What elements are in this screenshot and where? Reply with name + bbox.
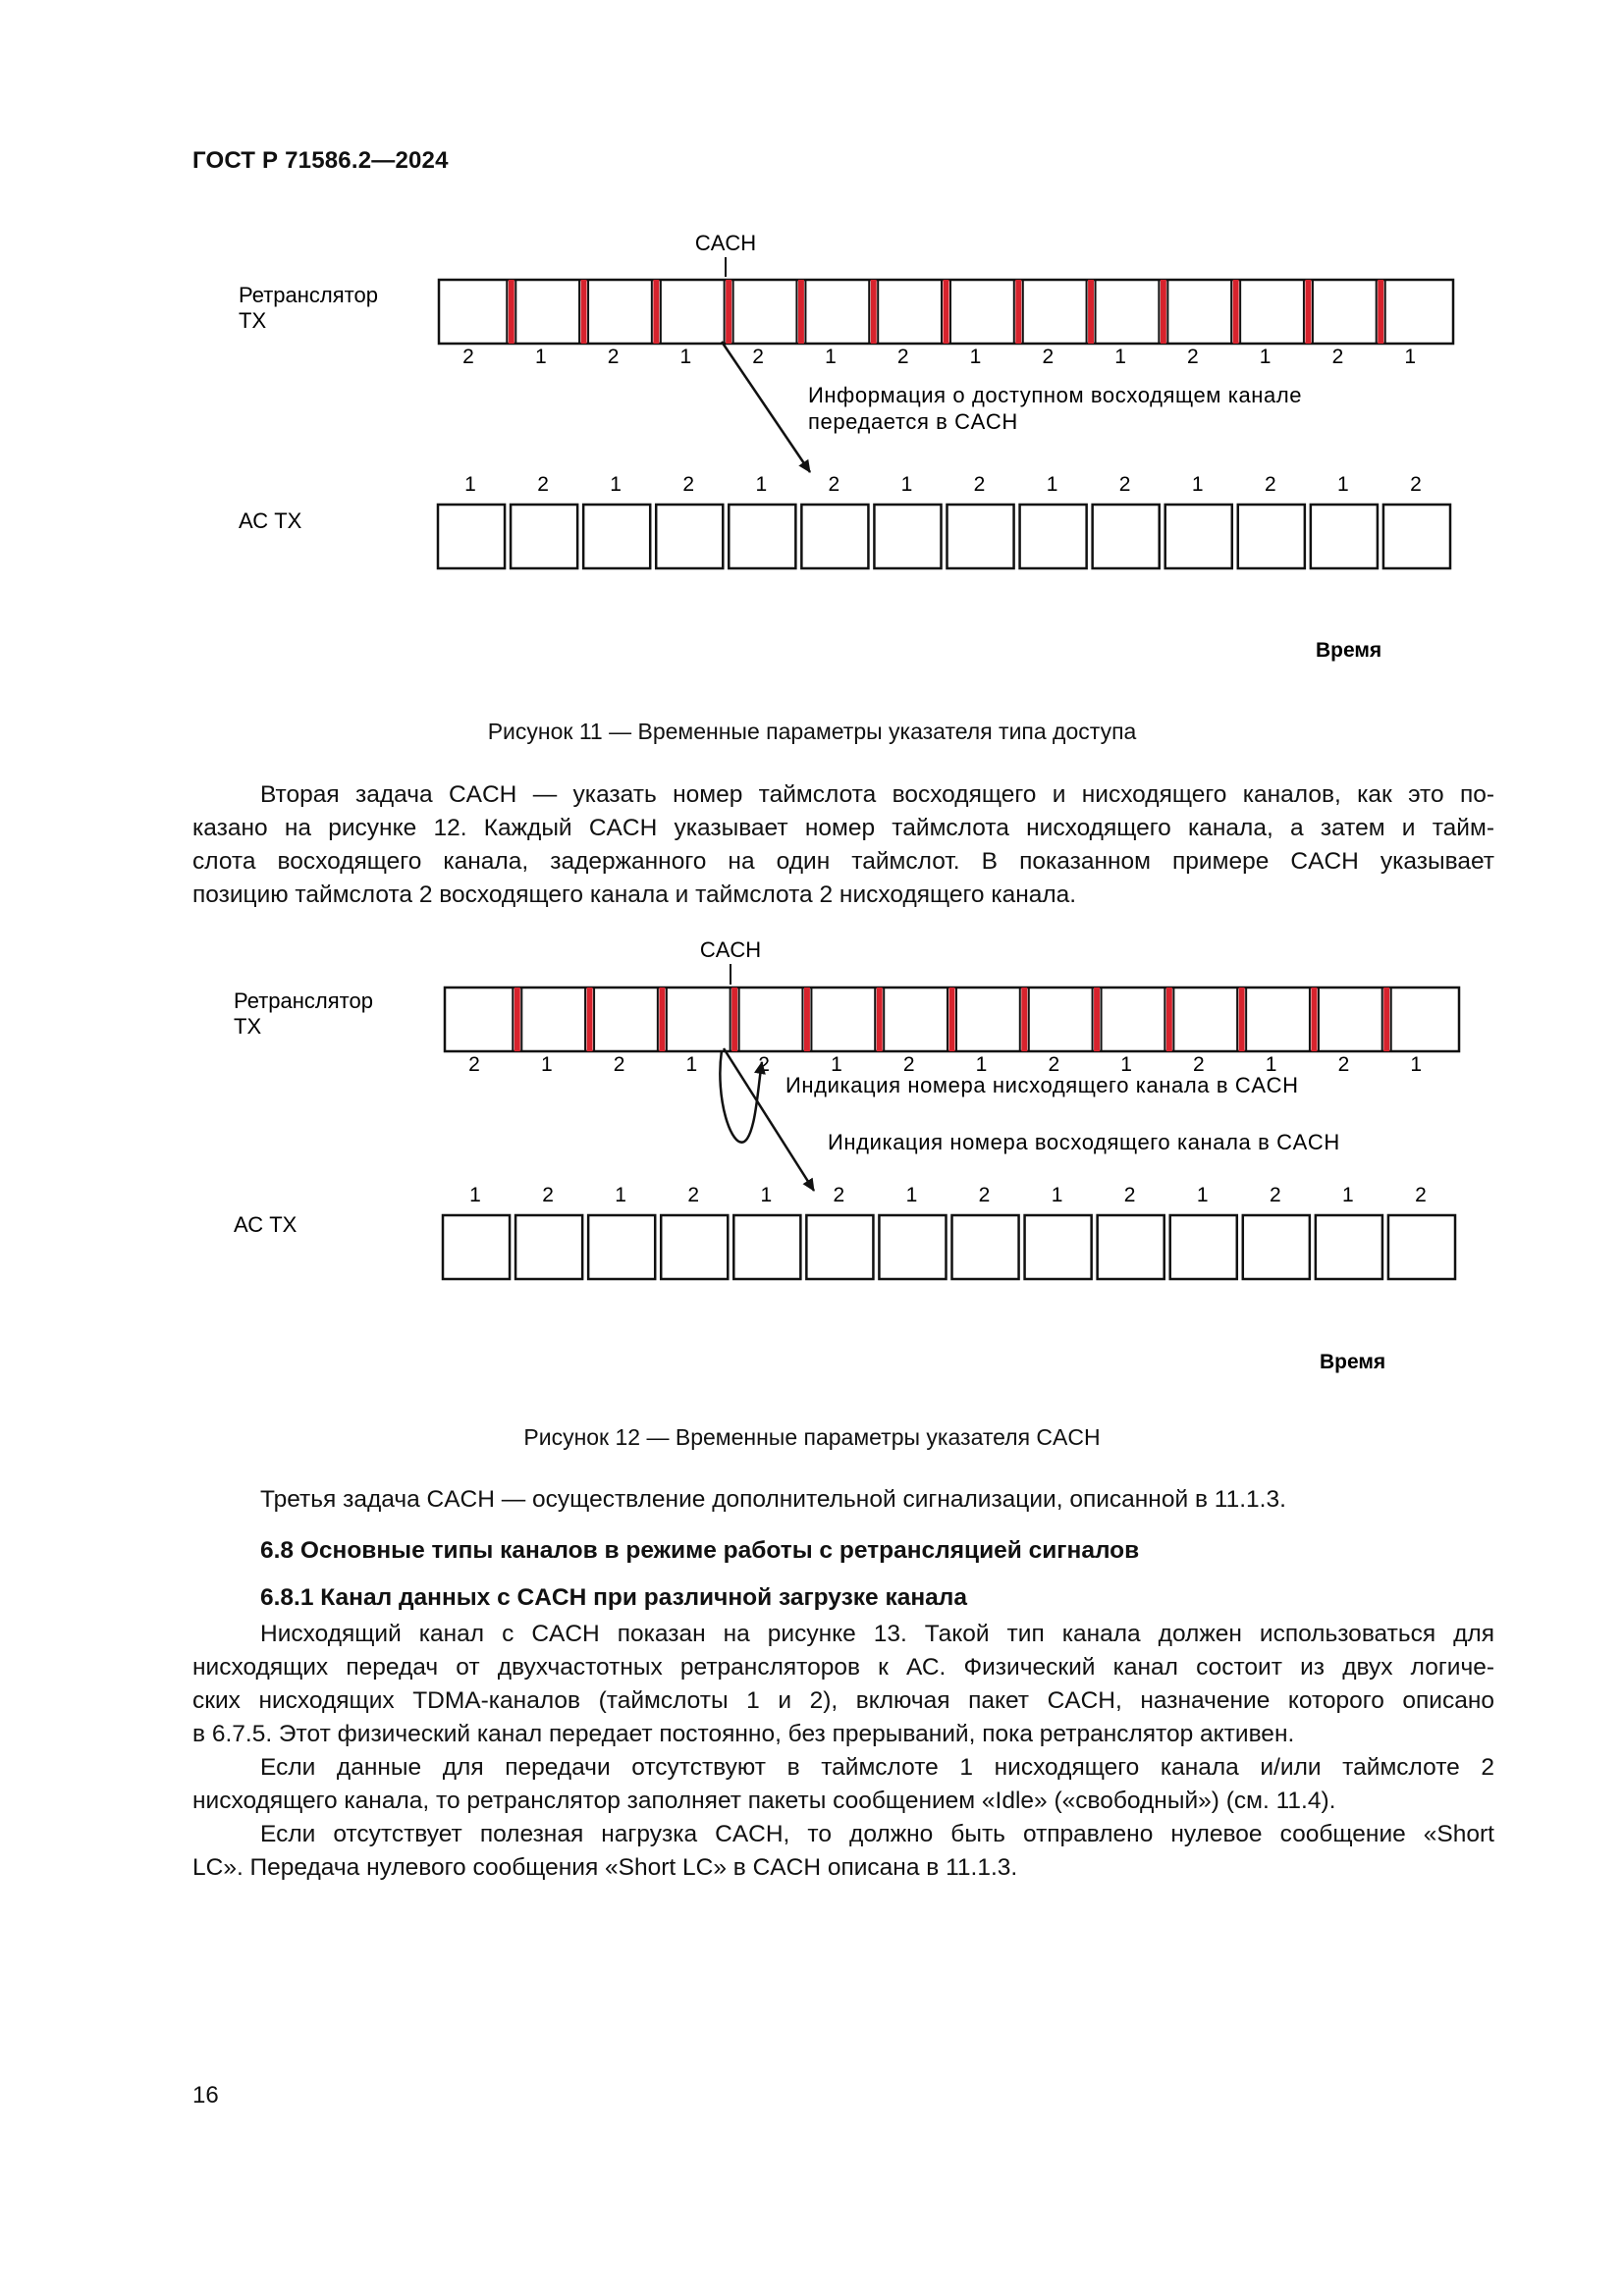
ms-timeslot-box bbox=[1316, 1215, 1382, 1279]
ms-label: АС TX bbox=[234, 1212, 298, 1237]
repeater-slot-number: 2 bbox=[1331, 346, 1344, 368]
repeater-slot-number: 1 bbox=[969, 346, 982, 368]
repeater-timeslot-row bbox=[445, 988, 1459, 1051]
repeater-slot-number: 2 bbox=[462, 346, 474, 368]
document-header: ГОСТ Р 71586.2—2024 bbox=[192, 147, 449, 174]
cach-slot-bar bbox=[514, 988, 520, 1051]
repeater-slot-number: 1 bbox=[1404, 346, 1417, 368]
paragraph-cach-second-task bbox=[192, 778, 1494, 912]
repeater-slot-number: 1 bbox=[1265, 1053, 1277, 1076]
ms-slot-number: 2 bbox=[833, 1184, 845, 1206]
ms-timeslot-box bbox=[515, 1215, 582, 1279]
arrow-text-line2: передается в CACH bbox=[808, 409, 1018, 434]
ms-timeslot-row bbox=[443, 1215, 1455, 1279]
repeater-slot-number: 1 bbox=[975, 1053, 988, 1076]
repeater-label-line2: TX bbox=[234, 1014, 262, 1039]
ms-slot-number: 2 bbox=[537, 473, 549, 496]
ms-slot-number: 2 bbox=[687, 1184, 700, 1206]
ms-timeslot-box bbox=[583, 505, 650, 568]
ms-timeslot-box bbox=[733, 1215, 800, 1279]
cach-slot-bar bbox=[1161, 280, 1166, 344]
ms-slot-number: 2 bbox=[682, 473, 695, 496]
repeater-slot-number: 2 bbox=[1193, 1053, 1205, 1076]
arrow-text-line1: Информация о доступном восходящем канале bbox=[808, 383, 1303, 407]
ms-slot-number: 2 bbox=[973, 473, 986, 496]
ms-timeslot-box bbox=[511, 505, 577, 568]
repeater-slot-number: 2 bbox=[902, 1053, 915, 1076]
ms-timeslot-box bbox=[1238, 505, 1305, 568]
ms-slot-number: 1 bbox=[905, 1184, 918, 1206]
time-label: Время bbox=[1320, 1351, 1386, 1373]
paragraph-line: Вторая задача CACH — указать номер таймслота восходящего и нисходящего каналов, как это по- bbox=[260, 781, 1494, 808]
paragraph-cach-third-task: Третья задача CACH — осуществление дополнительной сигнализации, описанной в 11.1.3. bbox=[260, 1486, 1286, 1513]
cach-slot-bar bbox=[877, 988, 883, 1051]
cach-slot-bar bbox=[1383, 988, 1389, 1051]
ms-timeslot-box bbox=[443, 1215, 510, 1279]
paragraph-line: Если отсутствует полезная нагрузка CACH, то должно быть отправлено нулевое сообщение «Short bbox=[260, 1821, 1494, 1847]
cach-slot-bar bbox=[1378, 280, 1383, 344]
cach-slot-bar bbox=[1021, 988, 1027, 1051]
ms-timeslot-box bbox=[1098, 1215, 1164, 1279]
paragraph-line: слота восходящего канала, задержанного на один таймслот. В показанном примере CACH указывает bbox=[192, 848, 1494, 875]
paragraph-line: позицию таймслота 2 восходящего канала и таймслота 2 нисходящего канала. bbox=[192, 881, 1077, 908]
downlink-indication-arrow bbox=[720, 1050, 762, 1143]
figure-12 bbox=[0, 928, 1624, 1399]
cach-slot-bar bbox=[1166, 988, 1172, 1051]
cach-slot-bar bbox=[1233, 280, 1239, 344]
section-6-8-1-heading: 6.8.1 Канал данных с CACH при различной загрузке канала bbox=[260, 1584, 967, 1611]
ms-timeslot-box bbox=[661, 1215, 728, 1279]
repeater-timeslot-row bbox=[439, 280, 1453, 344]
ms-slot-number: 1 bbox=[1046, 473, 1058, 496]
figure-12-caption: Рисунок 12 — Временные параметры указателя CACH bbox=[523, 1424, 1101, 1450]
ms-slot-number: 2 bbox=[1410, 473, 1422, 496]
ms-timeslot-box bbox=[1093, 505, 1160, 568]
ms-slot-number: 1 bbox=[1191, 473, 1204, 496]
repeater-slot-number: 2 bbox=[1042, 346, 1055, 368]
page-number: 16 bbox=[192, 2082, 219, 2109]
repeater-slot-number: 2 bbox=[607, 346, 620, 368]
ms-slot-number: 2 bbox=[1264, 473, 1276, 496]
ms-timeslot-box bbox=[801, 505, 868, 568]
uplink-indication-text: Индикация номера восходящего канала в CACH bbox=[828, 1130, 1340, 1154]
figure-11 bbox=[0, 216, 1624, 687]
cach-slot-bar bbox=[949, 988, 955, 1051]
paragraph-line: Нисходящий канал с CACH показан на рисунке 13. Такой тип канала должен использоваться для bbox=[260, 1621, 1494, 1647]
ms-timeslot-box bbox=[588, 1215, 655, 1279]
ms-slot-number: 1 bbox=[615, 1184, 626, 1206]
cach-slot-bar bbox=[944, 280, 949, 344]
ms-slot-number: 2 bbox=[1415, 1184, 1427, 1206]
repeater-slot-number: 2 bbox=[468, 1053, 480, 1076]
repeater-label-line1: Ретранслятор bbox=[234, 988, 373, 1013]
cach-slot-bar bbox=[653, 280, 659, 344]
repeater-slot-number: 1 bbox=[831, 1053, 842, 1076]
repeater-label-line2: TX bbox=[239, 308, 267, 333]
cach-slot-bar bbox=[1305, 280, 1311, 344]
ms-slot-number: 2 bbox=[828, 473, 840, 496]
repeater-slot-number: 2 bbox=[752, 346, 764, 368]
paragraph-line: в 6.7.5. Этот физический канал передает постоянно, без прерываний, пока ретранслятор активен. bbox=[192, 1721, 1295, 1747]
repeater-slot-number: 2 bbox=[1048, 1053, 1060, 1076]
ms-timeslot-box bbox=[438, 505, 505, 568]
repeater-slot-number: 1 bbox=[1259, 346, 1272, 368]
ms-slot-number: 2 bbox=[1269, 1184, 1281, 1206]
cach-slot-bar bbox=[587, 988, 593, 1051]
section-6-8-heading: 6.8 Основные типы каналов в режиме работы с ретрансляцией сигналов bbox=[260, 1537, 1140, 1564]
ms-slot-number: 2 bbox=[1123, 1184, 1136, 1206]
ms-timeslot-box bbox=[1243, 1215, 1310, 1279]
ms-slot-number: 1 bbox=[1337, 473, 1349, 496]
ms-slot-number: 1 bbox=[1051, 1184, 1063, 1206]
repeater-slot-number: 1 bbox=[534, 346, 547, 368]
cach-slot-bar bbox=[659, 988, 665, 1051]
ms-slot-number: 1 bbox=[469, 1184, 481, 1206]
paragraph-line: ских нисходящих TDMA-каналов (таймслоты 1 и 2), включая пакет CACH, назначение которого описано bbox=[192, 1687, 1494, 1714]
repeater-slot-number: 1 bbox=[1120, 1053, 1132, 1076]
ms-timeslot-box bbox=[806, 1215, 873, 1279]
repeater-slot-number: 2 bbox=[613, 1053, 625, 1076]
cach-slot-bar bbox=[1239, 988, 1245, 1051]
ms-slot-number: 1 bbox=[1196, 1184, 1209, 1206]
paragraph-line: LC». Передача нулевого сообщения «Short LC» в CACH описана в 11.1.3. bbox=[192, 1854, 1018, 1881]
cach-slot-bar bbox=[798, 280, 804, 344]
ms-timeslot-box bbox=[1165, 505, 1232, 568]
ms-timeslot-box bbox=[947, 505, 1014, 568]
ms-timeslot-box bbox=[656, 505, 723, 568]
repeater-slot-number: 2 bbox=[1187, 346, 1199, 368]
ms-timeslot-row bbox=[438, 505, 1450, 568]
repeater-slot-number: 1 bbox=[540, 1053, 553, 1076]
cach-label: CACH bbox=[694, 231, 757, 255]
ms-slot-number: 1 bbox=[464, 473, 476, 496]
cach-slot-bar bbox=[1015, 280, 1021, 344]
ms-timeslot-box bbox=[879, 1215, 946, 1279]
ms-slot-numbers bbox=[464, 473, 1422, 496]
repeater-slot-number: 1 bbox=[685, 1053, 698, 1076]
ms-timeslot-box bbox=[1311, 505, 1378, 568]
ms-timeslot-box bbox=[1170, 1215, 1237, 1279]
ms-slot-number: 2 bbox=[542, 1184, 554, 1206]
repeater-slot-number: 1 bbox=[825, 346, 837, 368]
repeater-slot-numbers bbox=[462, 346, 1416, 368]
ms-timeslot-box bbox=[952, 1215, 1019, 1279]
ms-slot-number: 1 bbox=[900, 473, 913, 496]
ms-slot-number: 1 bbox=[755, 473, 768, 496]
ms-timeslot-box bbox=[1388, 1215, 1455, 1279]
repeater-slot-number: 1 bbox=[679, 346, 692, 368]
cach-slot-bar bbox=[509, 280, 514, 344]
section-6-8-1-body bbox=[192, 1618, 1494, 1885]
ms-timeslot-box bbox=[874, 505, 941, 568]
paragraph-line: казано на рисунке 12. Каждый CACH указывает номер таймслота нисходящего канала, а затем и тайм- bbox=[192, 815, 1494, 841]
cach-slot-bar bbox=[731, 988, 737, 1051]
cach-slot-bar bbox=[804, 988, 810, 1051]
ms-slot-numbers bbox=[469, 1184, 1427, 1206]
repeater-slot-number: 2 bbox=[1337, 1053, 1350, 1076]
ms-slot-number: 2 bbox=[978, 1184, 991, 1206]
cach-label: CACH bbox=[699, 937, 762, 962]
repeater-slot-number: 1 bbox=[1114, 346, 1126, 368]
repeater-slot-number: 2 bbox=[758, 1053, 770, 1076]
ms-slot-number: 1 bbox=[610, 473, 622, 496]
cach-slot-bar bbox=[1311, 988, 1317, 1051]
ms-label: АС TX bbox=[239, 508, 302, 533]
ms-slot-number: 1 bbox=[1342, 1184, 1354, 1206]
figure-11-caption: Рисунок 11 — Временные параметры указателя типа доступа bbox=[487, 719, 1137, 744]
ms-slot-number: 1 bbox=[760, 1184, 773, 1206]
cach-slot-bar bbox=[1088, 280, 1094, 344]
time-label: Время bbox=[1316, 639, 1382, 662]
ms-timeslot-box bbox=[1383, 505, 1450, 568]
cach-slot-bar bbox=[871, 280, 877, 344]
ms-timeslot-box bbox=[729, 505, 795, 568]
downlink-indication-text: Индикация номера нисходящего канала в CACH bbox=[785, 1073, 1299, 1097]
cach-slot-bar bbox=[581, 280, 587, 344]
paragraph-line: Если данные для передачи отсутствуют в таймслоте 1 нисходящего канала и/или таймслоте 2 bbox=[260, 1754, 1494, 1781]
repeater-label-line1: Ретранслятор bbox=[239, 283, 378, 307]
figure-11-diagram bbox=[0, 216, 1624, 687]
repeater-slot-number: 2 bbox=[896, 346, 909, 368]
ms-timeslot-box bbox=[1020, 505, 1087, 568]
cach-slot-bar bbox=[726, 280, 731, 344]
ms-slot-number: 2 bbox=[1118, 473, 1131, 496]
paragraph-line: нисходящих передач от двухчастотных ретрансляторов к АС. Физический канал состоит из двух логиче- bbox=[192, 1654, 1494, 1681]
cach-slot-bar bbox=[1094, 988, 1100, 1051]
ms-timeslot-box bbox=[1025, 1215, 1092, 1279]
cach-info-arrow bbox=[722, 342, 810, 472]
figure-12-diagram bbox=[0, 928, 1624, 1399]
paragraph-line: нисходящего канала, то ретранслятор заполняет пакеты сообщением «Idle» («свободный») (см. 11.4). bbox=[192, 1788, 1336, 1814]
repeater-slot-number: 1 bbox=[1410, 1053, 1423, 1076]
